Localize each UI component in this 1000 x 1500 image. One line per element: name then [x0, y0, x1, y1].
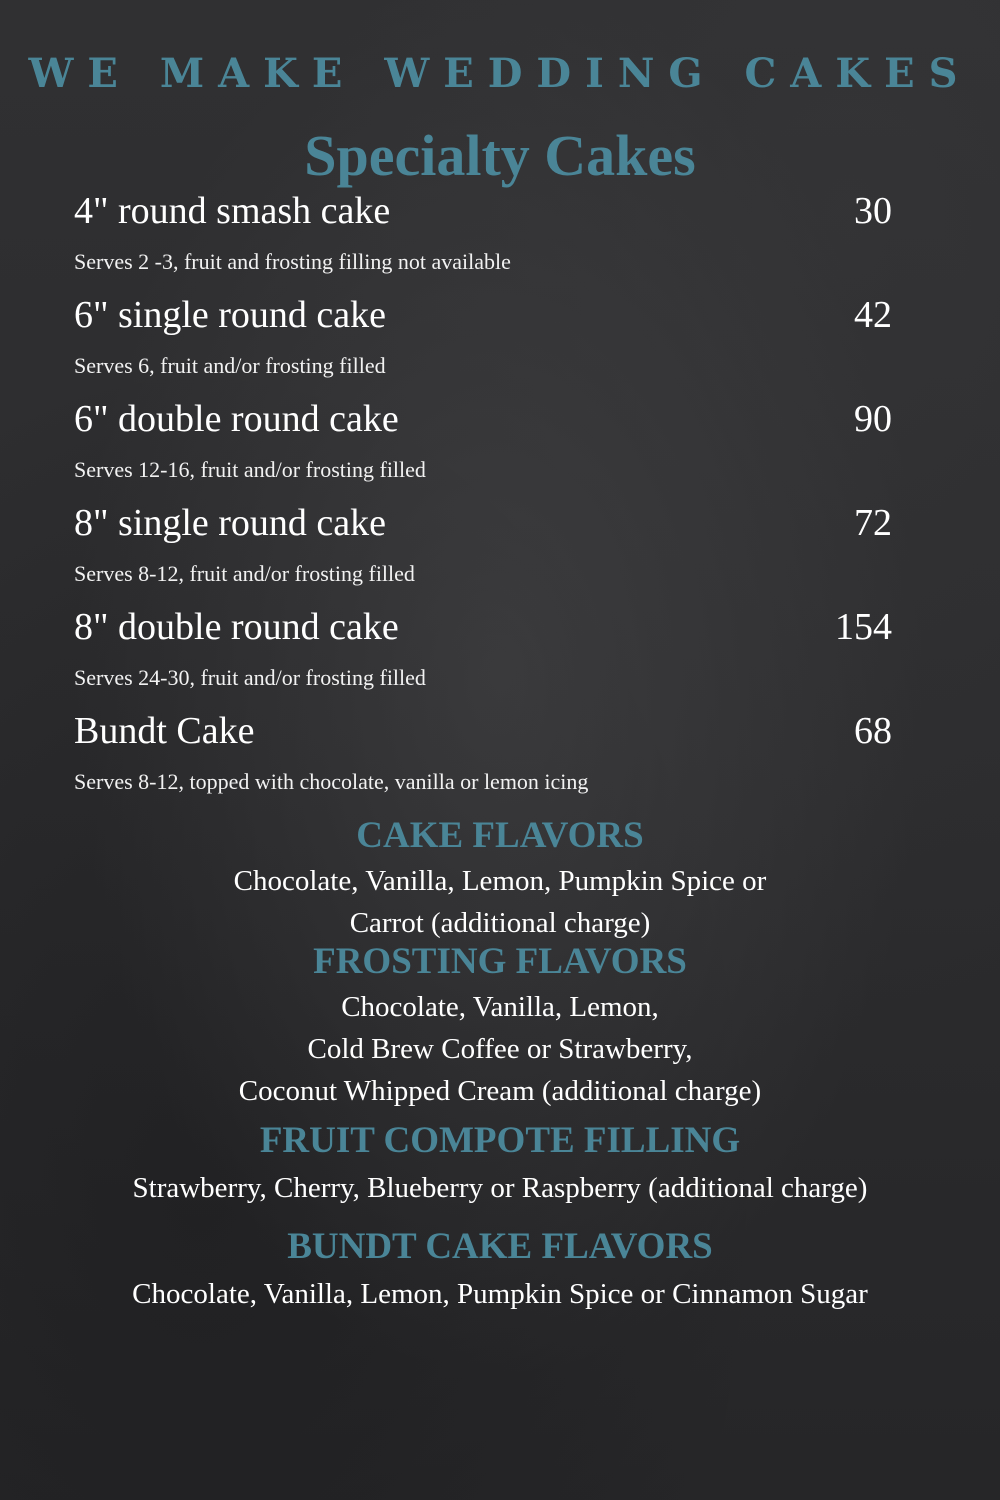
cake-price-list [74, 185, 892, 809]
menu-item-description: Serves 2 -3, fruit and frosting filling not available [74, 249, 511, 274]
menu-item [74, 601, 892, 705]
section-line: Cold Brew Coffee or Strawberry, [307, 1033, 693, 1065]
menu-item [74, 705, 892, 809]
menu-item-price: 154 [835, 606, 892, 648]
menu-item-name: 6" double round cake [74, 398, 399, 440]
menu-item-description: Serves 24-30, fruit and/or frosting filled [74, 665, 426, 690]
menu-item [74, 393, 892, 497]
section-line: Coconut Whipped Cream (additional charge) [238, 1075, 762, 1107]
page-title: Specialty Cakes [304, 123, 696, 188]
section-heading: BUNDT CAKE FLAVORS [287, 1226, 713, 1267]
menu-item-description: Serves 6, fruit and/or frosting filled [74, 353, 386, 378]
section-line: Strawberry, Cherry, Blueberry or Raspberry (additional charge) [132, 1172, 868, 1204]
banner-heading: WE MAKE WEDDING CAKES [28, 50, 972, 97]
section-body [0, 986, 1000, 1112]
menu-item-price: 90 [854, 398, 892, 440]
bundt-flavors-section [0, 1227, 1000, 1315]
menu-item-price: 72 [854, 502, 892, 544]
menu-item-name: Bundt Cake [74, 710, 255, 752]
menu-item-price: 68 [854, 710, 892, 752]
cake-flavors-section [0, 816, 1000, 944]
section-line: Chocolate, Vanilla, Lemon, Pumpkin Spice or [233, 865, 767, 897]
menu-item [74, 497, 892, 601]
frosting-flavors-section [0, 942, 1000, 1112]
menu-item [74, 289, 892, 393]
section-heading: CAKE FLAVORS [356, 815, 644, 856]
menu-item-price: 42 [854, 294, 892, 336]
menu-item [74, 185, 892, 289]
menu-item-name: 8" single round cake [74, 502, 387, 544]
menu-item-name: 8" double round cake [74, 606, 399, 648]
menu-item-name: 6" single round cake [74, 294, 387, 336]
menu-item-description: Serves 8-12, topped with chocolate, vanilla or lemon icing [74, 769, 589, 794]
section-heading: FROSTING FLAVORS [313, 941, 687, 982]
section-line: Carrot (additional charge) [349, 907, 651, 939]
section-body [0, 1273, 1000, 1315]
section-line: Chocolate, Vanilla, Lemon, Pumpkin Spice or Cinnamon Sugar [132, 1278, 868, 1310]
section-heading: FRUIT COMPOTE FILLING [259, 1120, 741, 1161]
section-body [0, 860, 1000, 944]
section-body [0, 1167, 1000, 1209]
fruit-filling-section [0, 1121, 1000, 1209]
menu-item-description: Serves 8-12, fruit and/or frosting filled [74, 561, 415, 586]
menu-item-price: 30 [854, 190, 892, 232]
menu-item-name: 4" round smash cake [74, 190, 391, 232]
section-line: Chocolate, Vanilla, Lemon, [341, 991, 659, 1023]
menu-item-description: Serves 12-16, fruit and/or frosting filled [74, 457, 426, 482]
